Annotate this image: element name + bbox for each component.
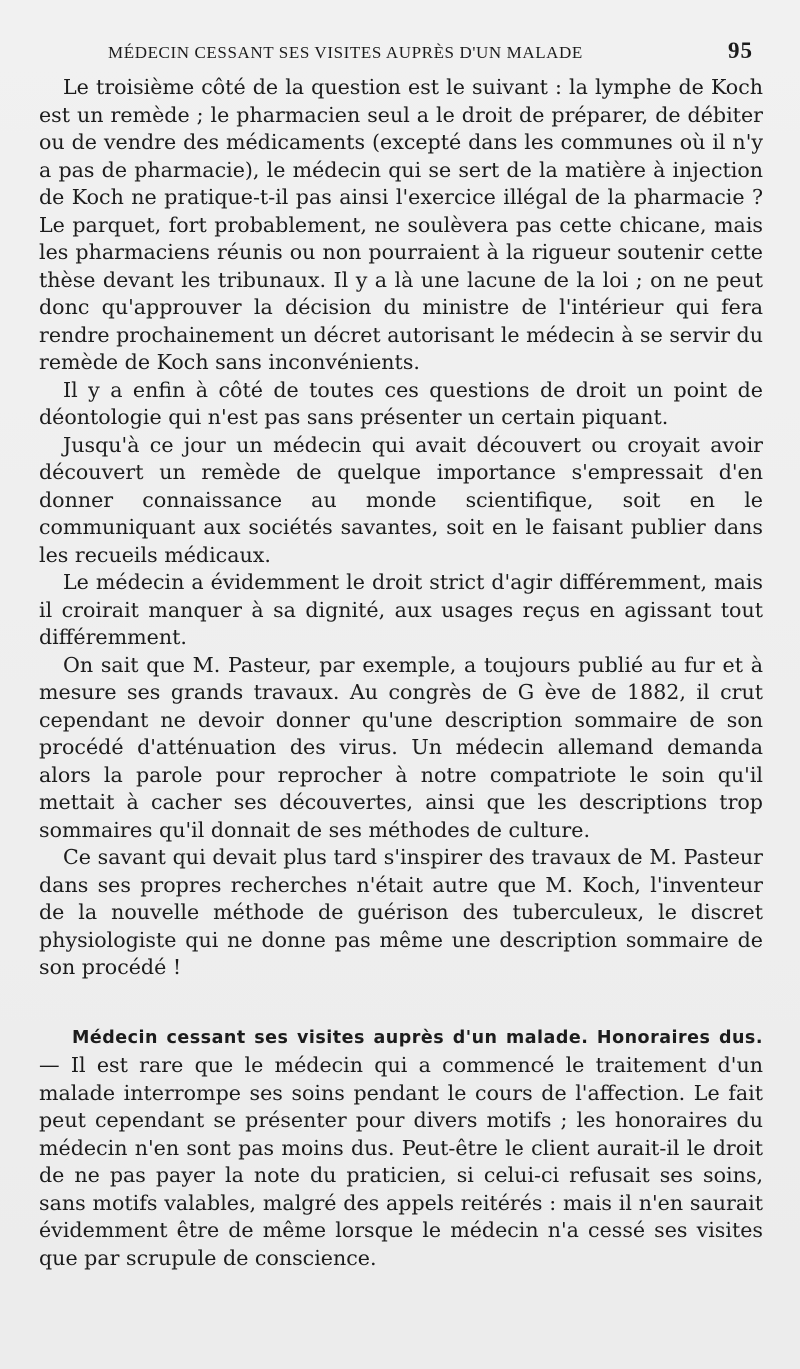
paragraph: Il y a enfin à côté de toutes ces questions de droit un point de déontologie qui n'est pas sans présenter un certain piquant. bbox=[39, 377, 763, 429]
paragraph: Le médecin a évidemment le droit strict d'agir différemment, mais il croirait manquer à sa dignité, aux usages reçus en agissant tout différemment. bbox=[39, 570, 763, 649]
section-text: — Il est rare que le médecin qui a commencé le traitement d'un malade interrompe ses soins pendant le cours de l'affection. Le fait peut cependant se présenter pour divers motifs ; les honoraires du médecin n'en sont pas moins dus. Peut-être le client aurait-il le droit de ne pas payer la note du praticien, si celui-ci refusait ses soins, sans motifs valables, malgré des appels reitérés : mais il n'en saurait évidemment être de même lorsque le médecin n'a cessé ses visites que par scrupule de conscience. bbox=[39, 1053, 763, 1270]
running-title: MÉDECIN CESSANT SES VISITES AUPRÈS D'UN MALADE bbox=[108, 43, 583, 62]
page-number: 95 bbox=[728, 38, 753, 63]
section-honoraires bbox=[39, 1023, 763, 1273]
body-text bbox=[39, 74, 763, 1272]
section-spacer bbox=[39, 982, 763, 1023]
section-heading: Médecin cessant ses visites auprès d'un malade. Honoraires dus. bbox=[72, 1027, 763, 1048]
running-head bbox=[108, 38, 753, 64]
paragraph: Le troisième côté de la question est le suivant : la lymphe de Koch est un remède ; le pharmacien seul a le droit de préparer, de débiter ou de vendre des médicaments (excepté dans les communes où il n'y a pas de pharmacie), le médecin qui se sert de la matière à injection de Koch ne pratique-t-il pas ainsi l'exercice illégal de la pharmacie ? Le parquet, fort probablement, ne soulèvera pas cette chicane, mais les pharmaciens réunis ou non pourraient à la rigueur soutenir cette thèse devant les tribunaux. Il y a là une lacune de la loi ; on ne peut donc qu'approuver la décision du ministre de l'intérieur qui fera rendre prochainement un décret autorisant le médecin à se servir du remède de Koch sans inconvénients. bbox=[39, 75, 763, 374]
section-paragraph bbox=[39, 1023, 763, 1273]
paragraph: On sait que M. Pasteur, par exemple, a toujours publié au fur et à mesure ses grands travaux. Au congrès de G ève de 1882, il crut cependant ne devoir donner qu'une description sommaire de son procédé d'atténuation des virus. Un médecin allemand demanda alors la parole pour reprocher à notre compatriote le soin qu'il mettait à cacher ses découvertes, ainsi que les descriptions trop sommaires qu'il donnait de ses méthodes de culture. bbox=[39, 652, 763, 842]
paragraph: Ce savant qui devait plus tard s'inspirer des travaux de M. Pasteur dans ses propres recherches n'était autre que M. Koch, l'inventeur de la nouvelle méthode de guérison des tuberculeux, le discret physiologiste qui ne donne pas même une description sommaire de son procédé ! bbox=[39, 845, 763, 979]
paragraph: Jusqu'à ce jour un médecin qui avait découvert ou croyait avoir découvert un remède de quelque importance s'empressait d'en donner connaissance au monde scientifique, soit en le communiquant aux sociétés savantes, soit en le faisant publier dans les recueils médicaux. bbox=[39, 432, 763, 567]
